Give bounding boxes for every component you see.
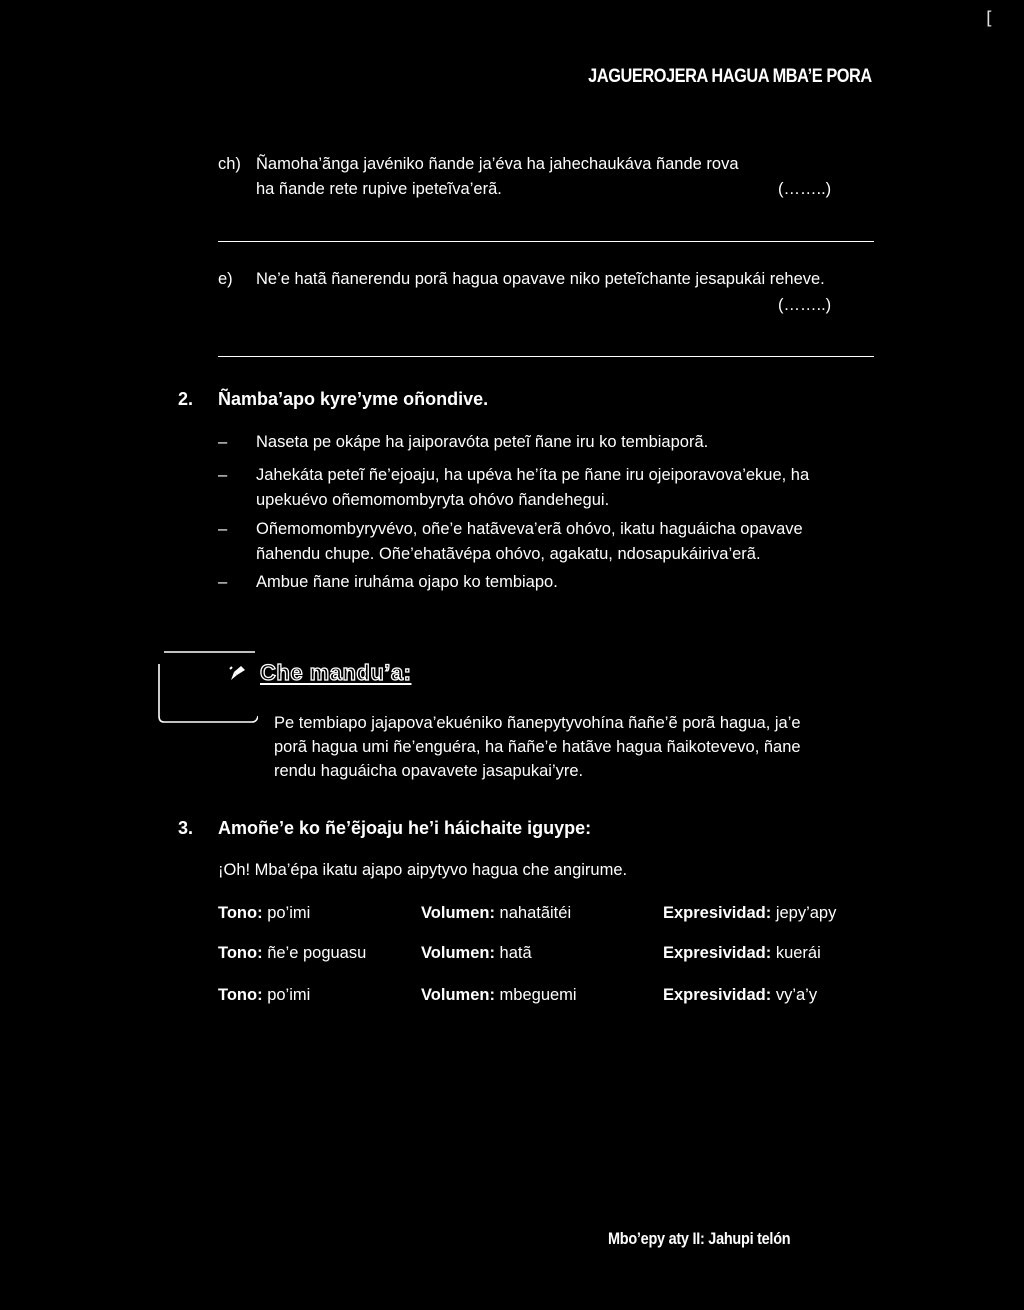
item-ch-marker: ch) — [218, 155, 241, 173]
row-3-tono — [218, 983, 310, 1008]
tono-label: Tono: — [218, 944, 263, 962]
tono-value: po’imi — [267, 986, 311, 1004]
section3-sentence: ¡Oh! Mba’épa ikatu ajapo aipytyvo hagua che angirume. — [218, 861, 628, 879]
bullet-2-line2: upekuévo oñemomombyryta ohóvo ñandehegui. — [256, 491, 610, 509]
row-3-volumen — [421, 983, 577, 1008]
row-2-volumen — [421, 941, 532, 966]
item-e-line1: Ne’e hatã ñanerendu porã hagua opavave niko peteĩchante jesapukái reheve. — [256, 270, 825, 288]
note-line3: rendu haguáicha opavavete jasapukai’yre. — [274, 762, 584, 780]
bullet-1-line1: Naseta pe okápe ha jaiporavóta peteĩ ñane iru ko tembiaporã. — [256, 433, 709, 451]
volumen-value: hatã — [499, 944, 532, 962]
volumen-label: Volumen: — [421, 904, 495, 922]
answer-line-e — [218, 356, 874, 357]
row-1-tono — [218, 901, 310, 926]
item-ch-line1: Ñamoha’ãnga javéniko ñande ja’éva ha jahechaukáva ñande rova — [256, 155, 739, 173]
row-2-expresividad — [663, 941, 821, 966]
bullet-dash: – — [218, 466, 228, 484]
pencil-icon — [228, 663, 248, 683]
bullet-dash: – — [218, 433, 228, 451]
tono-value: po’imi — [267, 904, 311, 922]
expresividad-label: Expresividad: — [663, 904, 772, 922]
item-ch-blank[interactable]: (……..) — [778, 180, 832, 198]
row-1-expresividad — [663, 901, 836, 926]
volumen-label: Volumen: — [421, 986, 495, 1004]
row-1-volumen — [421, 901, 571, 926]
answer-line-ch — [218, 241, 874, 242]
note-header — [228, 660, 411, 686]
expresividad-value: kuerái — [775, 944, 821, 962]
expresividad-value: vy’a’y — [775, 986, 818, 1004]
volumen-label: Volumen: — [421, 944, 495, 962]
note-line2: porã hagua umi ñe’enguéra, ha ñañe’e hatãve hagua ñaikotevevo, ñane — [274, 738, 801, 756]
bullet-2-line1: Jahekáta peteĩ ñe’ejoaju, ha upéva he’íta pe ñane iru ojeiporavova’ekue, ha — [256, 466, 810, 484]
item-e-marker: e) — [218, 270, 233, 288]
row-2-tono — [218, 941, 366, 966]
item-e-blank[interactable]: (……..) — [778, 296, 832, 314]
note-title: Che mandu’a: — [260, 660, 412, 685]
note-line1: Pe tembiapo jajapova’ekuéniko ñanepytyvohína ñañe’ẽ porã hagua, ja’e — [274, 714, 801, 732]
bullet-dash: – — [218, 573, 228, 591]
bullet-3-line2: ñahendu chupe. Oñe’ehatãvépa ohóvo, agakatu, ndosapukáiriva’erã. — [256, 545, 761, 563]
tono-label: Tono: — [218, 986, 263, 1004]
expresividad-label: Expresividad: — [663, 944, 772, 962]
section2-number: 2. — [178, 389, 194, 409]
volumen-value: mbeguemi — [499, 986, 577, 1004]
tono-label: Tono: — [218, 904, 263, 922]
expresividad-value: jepy’apy — [775, 904, 837, 922]
corner-mark: [ — [986, 8, 994, 29]
expresividad-label: Expresividad: — [663, 986, 772, 1004]
bullet-dash: – — [218, 520, 228, 538]
footer-title: Mbo’epy aty II: Jahupi telón — [608, 1229, 791, 1248]
bullet-3-line1: Oñemomombyryvévo, oñe’e hatãveva’erã ohóvo, ikatu haguáicha opavave — [256, 520, 803, 538]
row-3-expresividad — [663, 983, 817, 1008]
section3-title: Amoñe’e ko ñe’ẽjoaju he’i háichaite iguype: — [218, 818, 592, 838]
tono-value: ñe’e poguasu — [267, 944, 367, 962]
volumen-value: nahatãitéi — [499, 904, 572, 922]
page-header-title: JAGUEROJERA HAGUA MBA’E PORA — [588, 66, 872, 87]
item-ch-line2: ha ñande rete rupive ipeteĩva’erã. — [256, 180, 502, 198]
section3-number: 3. — [178, 818, 194, 838]
section2-title: Ñamba’apo kyre’yme oñondive. — [218, 389, 489, 409]
bullet-4-line1: Ambue ñane iruháma ojapo ko tembiapo. — [256, 573, 558, 591]
